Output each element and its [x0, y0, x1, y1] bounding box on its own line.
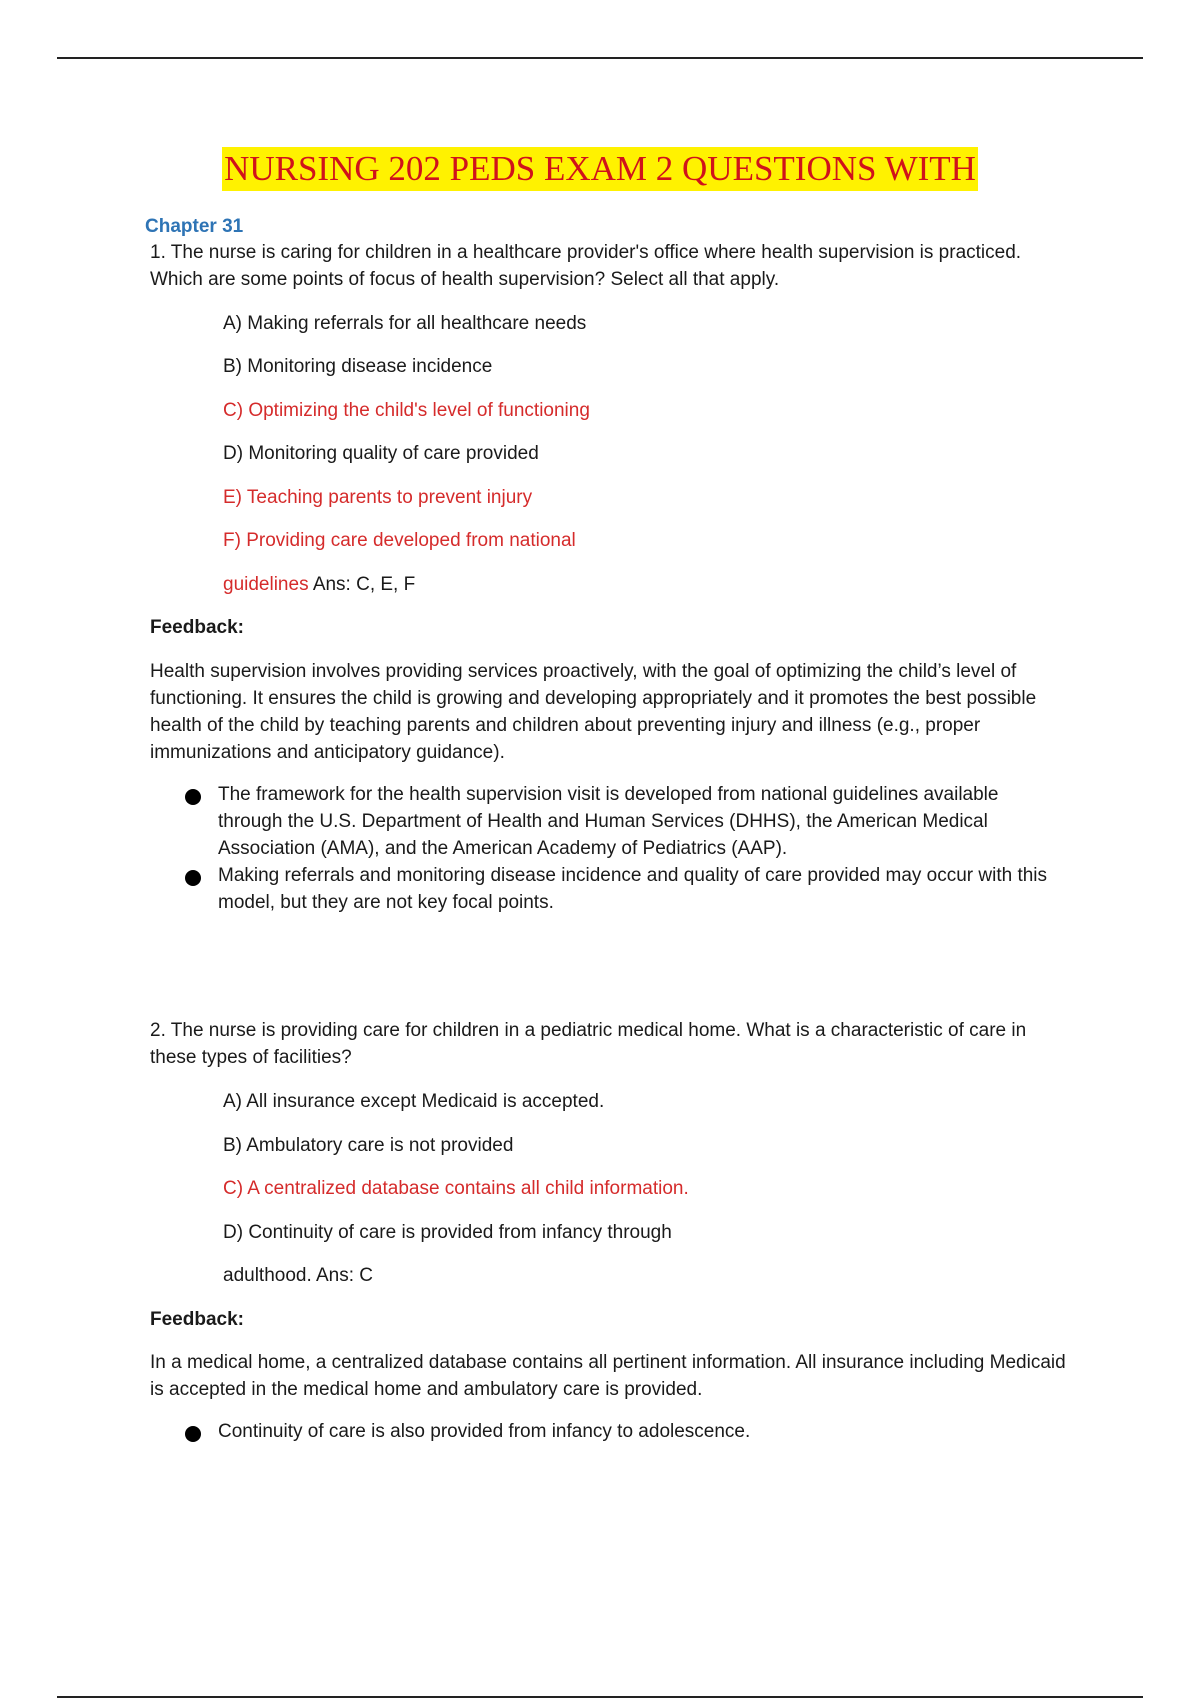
title-container: [0, 147, 1200, 191]
document-title: NURSING 202 PEDS EXAM 2 QUESTIONS WITH: [222, 147, 978, 191]
list-item: [185, 781, 1065, 862]
bullet-text: Continuity of care is also provided from infancy to adolescence.: [218, 1421, 751, 1442]
question-2-prompt: 2. The nurse is providing care for children in a pediatric medical home. What is a characteristic of care in these types of facilities?: [150, 1020, 1027, 1068]
question-2-option-c: C) A centralized database contains all child information.: [223, 1178, 689, 1199]
chapter-heading: Chapter 31: [145, 216, 244, 237]
question-2-bullet-list: [185, 1418, 1065, 1445]
question-1-option-f: F) Providing care developed from national: [223, 530, 576, 551]
list-item: [185, 1418, 1065, 1445]
question-2-option-a: A) All insurance except Medicaid is accepted.: [223, 1091, 605, 1112]
question-1-option-a: A) Making referrals for all healthcare needs: [223, 313, 587, 334]
question-1-answer-line: [223, 571, 415, 598]
bullet-icon: [185, 870, 201, 886]
question-1-option-f-continued: guidelines: [223, 574, 309, 595]
bullet-text: The framework for the health supervision visit is developed from national guidelines available through the U.S. Department of Health and Human Services (DHHS), the American Medical Association (AMA), and the American Academy of Pediatrics (AAP).: [218, 784, 999, 859]
bullet-icon: [185, 1426, 201, 1442]
question-2-option-b: B) Ambulatory care is not provided: [223, 1135, 514, 1156]
question-2-feedback-text: In a medical home, a centralized database contains all pertinent information. All insurance including Medicaid is accepted in the medical home and ambulatory care is provided.: [150, 1352, 1066, 1400]
bottom-rule: [57, 1696, 1143, 1698]
question-1-option-c: C) Optimizing the child's level of functioning: [223, 400, 590, 421]
question-1-feedback-text: Health supervision involves providing services proactively, with the goal of optimizing the child’s level of functioning. It ensures the child is growing and developing appropriately and it promotes the best possible health of the child by teaching parents and children about preventing injury and illness (e.g., proper immunizations and anticipatory guidance).: [150, 661, 1037, 763]
bullet-icon: [185, 789, 201, 805]
question-1-option-e: E) Teaching parents to prevent injury: [223, 487, 533, 508]
question-1-option-d: D) Monitoring quality of care provided: [223, 443, 539, 464]
bullet-text: Making referrals and monitoring disease incidence and quality of care provided may occur with this model, but they are not key focal points.: [218, 865, 1048, 913]
list-item: [185, 862, 1065, 916]
question-2-answer-line: adulthood. Ans: C: [223, 1265, 373, 1286]
question-1-option-b: B) Monitoring disease incidence: [223, 356, 493, 377]
question-2-option-d: D) Continuity of care is provided from infancy through: [223, 1222, 672, 1243]
question-1-answer: Ans: C, E, F: [312, 574, 416, 595]
question-1-bullet-list: [185, 781, 1065, 916]
question-2-feedback-label: Feedback:: [150, 1309, 244, 1330]
question-1-feedback-label: Feedback:: [150, 617, 244, 638]
question-1-prompt: 1. The nurse is caring for children in a healthcare provider's office where health supervision is practiced. Which are some points of focus of health supervision? Select all that apply.: [150, 242, 1022, 290]
top-rule: [57, 57, 1143, 59]
